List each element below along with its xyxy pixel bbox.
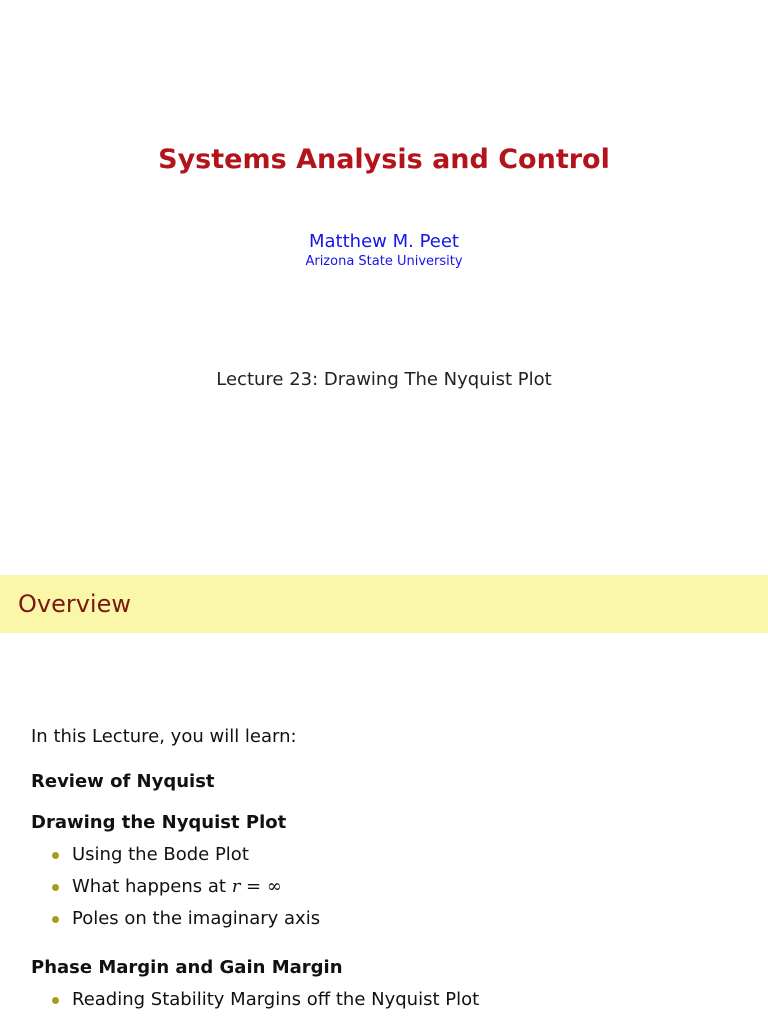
list-item — [31, 905, 751, 937]
frame-title: Overview — [18, 590, 131, 618]
math-expression: r = ∞ — [231, 876, 282, 897]
bullet-icon — [52, 852, 59, 859]
lecture-title: Lecture 23: Drawing The Nyquist Plot — [216, 369, 552, 390]
section-drawing — [31, 812, 751, 937]
section-review — [31, 771, 751, 792]
frame-title-bar — [0, 575, 768, 633]
list-item-text: Poles on the imaginary axis — [72, 908, 321, 929]
section-margins — [31, 957, 751, 1018]
intro-text: In this Lecture, you will learn: — [31, 726, 297, 747]
bullet-list — [31, 841, 751, 937]
bullet-icon — [52, 884, 59, 891]
list-item-text: What happens at — [72, 876, 226, 897]
list-item-text: Using the Bode Plot — [72, 844, 249, 865]
list-item — [31, 873, 751, 905]
bullet-icon — [52, 997, 59, 1004]
section-heading: Review of Nyquist — [31, 771, 215, 792]
list-item — [31, 841, 751, 873]
list-item-text: Reading Stability Margins off the Nyquist Plot — [72, 989, 480, 1010]
bullet-list — [31, 986, 751, 1018]
section-heading: Drawing the Nyquist Plot — [31, 812, 287, 833]
institute-name: Arizona State University — [305, 254, 463, 269]
author-name: Matthew M. Peet — [309, 231, 459, 252]
overview-content — [31, 726, 751, 1024]
list-item — [31, 986, 751, 1018]
presentation-title: Systems Analysis and Control — [158, 144, 610, 175]
section-heading: Phase Margin and Gain Margin — [31, 957, 343, 978]
bullet-icon — [52, 916, 59, 923]
